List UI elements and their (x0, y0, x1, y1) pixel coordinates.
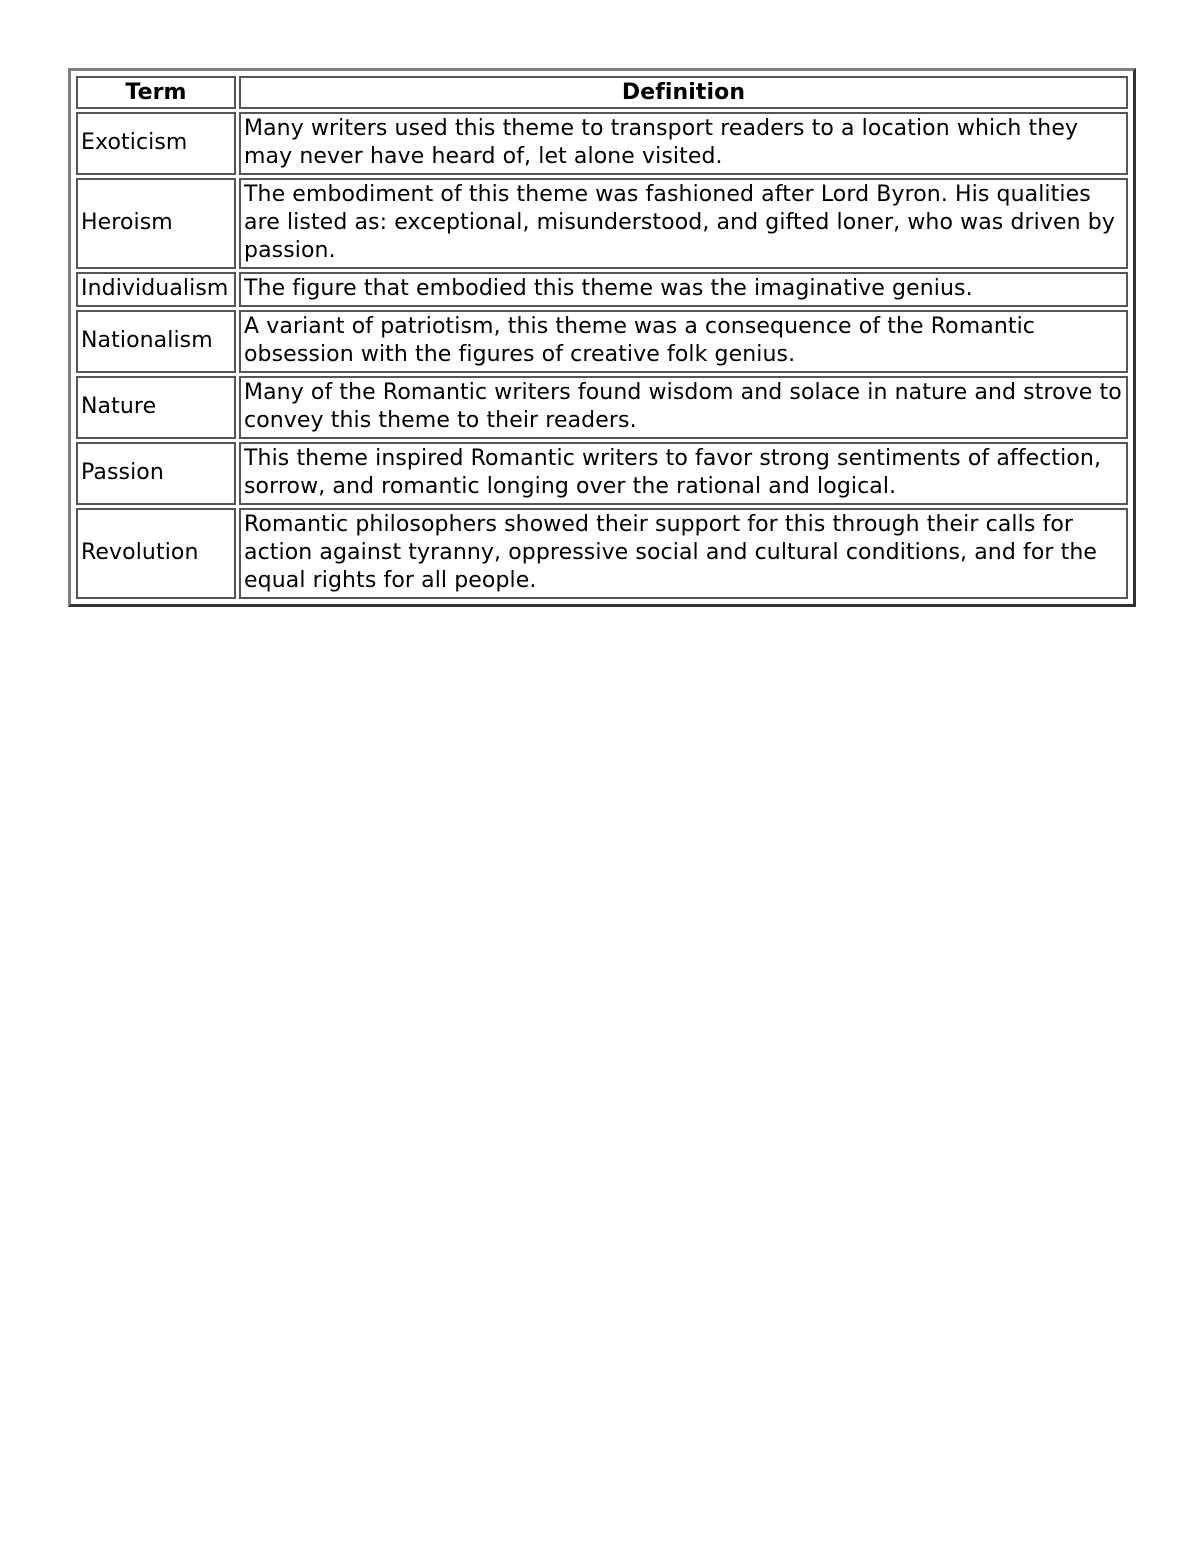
terms-table (73, 73, 1131, 602)
definition-cell: This theme inspired Romantic writers to favor strong sentiments of affection, sorrow, and romantic longing over the rational and logical. (239, 442, 1128, 505)
term-cell: Exoticism (76, 112, 236, 175)
term-column-header: Term (76, 76, 236, 109)
definition-cell: Romantic philosophers showed their support for this through their calls for action against tyranny, oppressive social and cultural conditions, and for the equal rights for all people. (239, 508, 1128, 599)
terms-table-frame (68, 68, 1136, 607)
definition-cell: The embodiment of this theme was fashioned after Lord Byron. His qualities are listed as: exceptional, misunderstood, and gifted loner, who was driven by passion. (239, 178, 1128, 269)
table-row (76, 272, 1128, 307)
table-row (76, 310, 1128, 373)
table-header-row (76, 76, 1128, 109)
term-cell: Passion (76, 442, 236, 505)
definition-cell: Many of the Romantic writers found wisdom and solace in nature and strove to convey this theme to their readers. (239, 376, 1128, 439)
term-cell: Nature (76, 376, 236, 439)
term-cell: Individualism (76, 272, 236, 307)
definition-column-header: Definition (239, 76, 1128, 109)
definition-cell: A variant of patriotism, this theme was a consequence of the Romantic obsession with the figures of creative folk genius. (239, 310, 1128, 373)
table-row (76, 178, 1128, 269)
term-cell: Heroism (76, 178, 236, 269)
term-cell: Revolution (76, 508, 236, 599)
table-row (76, 112, 1128, 175)
table-row (76, 376, 1128, 439)
definition-cell: Many writers used this theme to transport readers to a location which they may never have heard of, let alone visited. (239, 112, 1128, 175)
term-cell: Nationalism (76, 310, 236, 373)
definition-cell: The figure that embodied this theme was the imaginative genius. (239, 272, 1128, 307)
table-row (76, 442, 1128, 505)
table-row (76, 508, 1128, 599)
